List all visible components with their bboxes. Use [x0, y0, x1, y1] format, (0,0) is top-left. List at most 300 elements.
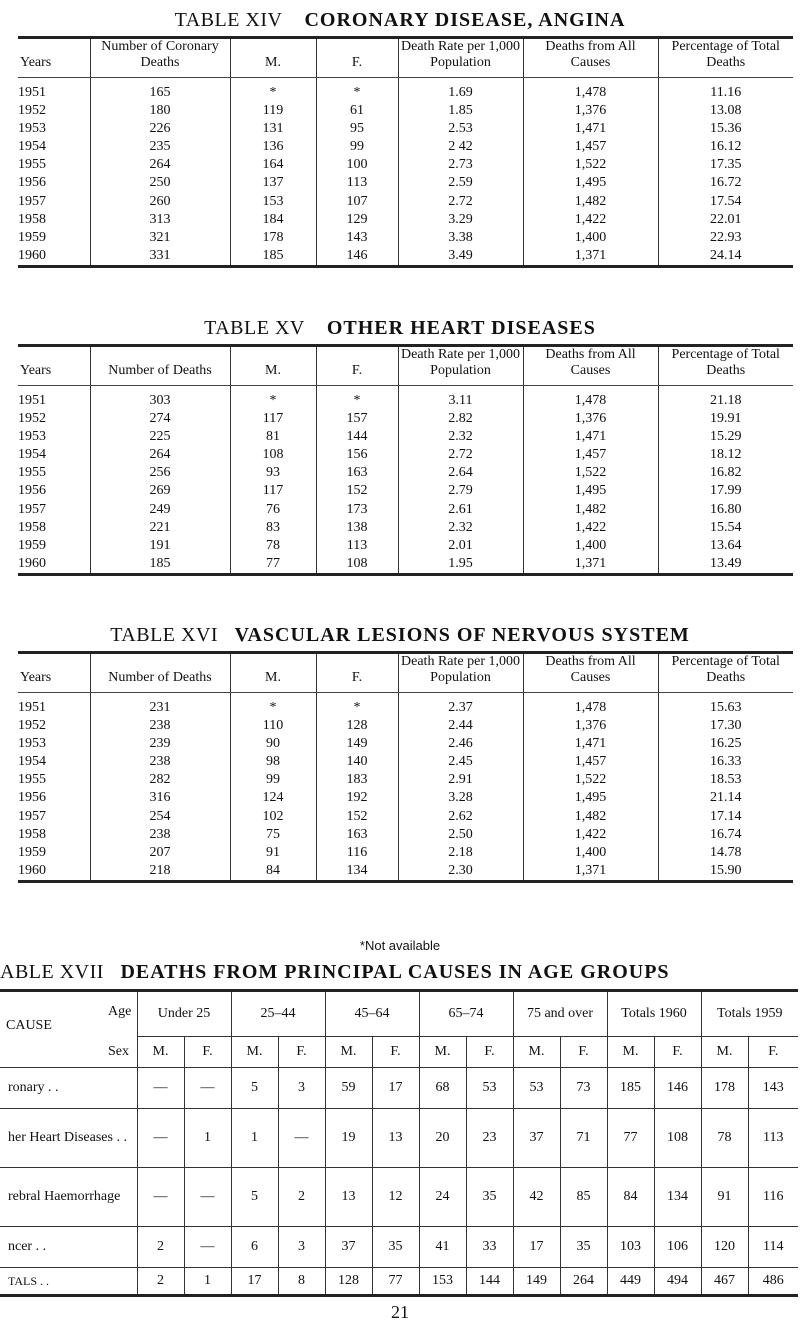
- value-cell: 134: [316, 862, 398, 882]
- value-cell: 61: [316, 102, 398, 120]
- page-number: 21: [391, 1302, 409, 1322]
- value-cell: 2.30: [398, 862, 523, 882]
- value-cell: 134: [654, 1168, 701, 1227]
- value-cell: 131: [230, 120, 316, 138]
- value-cell: 22.01: [658, 211, 793, 229]
- value-cell: 1,400: [523, 537, 658, 555]
- value-cell: 16.82: [658, 464, 793, 482]
- value-cell: 98: [230, 753, 316, 771]
- value-cell: 250: [90, 174, 230, 192]
- table-row: [18, 102, 793, 120]
- value-cell: 13.49: [658, 555, 793, 575]
- year-cell: 1956: [18, 790, 46, 806]
- value-cell: 313: [90, 211, 230, 229]
- value-cell: 1,482: [523, 193, 658, 211]
- value-cell: 17: [372, 1068, 419, 1109]
- value-cell: 303: [90, 386, 230, 411]
- value-cell: 3.11: [398, 386, 523, 411]
- age-label: Age: [108, 1003, 132, 1019]
- value-cell: 117: [230, 410, 316, 428]
- value-cell: 85: [560, 1168, 607, 1227]
- year-cell: 1959: [18, 844, 46, 860]
- value-cell: 185: [230, 247, 316, 267]
- value-cell: 53: [466, 1068, 513, 1109]
- value-cell: 2.18: [398, 844, 523, 862]
- value-cell: 99: [230, 771, 316, 789]
- value-cell: 42: [513, 1168, 560, 1227]
- value-cell: 15.54: [658, 519, 793, 537]
- value-cell: 1,371: [523, 555, 658, 575]
- year-cell: 1958: [18, 519, 46, 535]
- value-cell: 107: [316, 193, 398, 211]
- value-cell: 2.72: [398, 193, 523, 211]
- value-cell: 76: [230, 501, 316, 519]
- value-cell: 77: [372, 1268, 419, 1296]
- value-cell: 22.93: [658, 229, 793, 247]
- value-cell: 113: [316, 537, 398, 555]
- table-row: [18, 193, 793, 211]
- value-cell: 116: [748, 1168, 798, 1227]
- value-cell: 128: [316, 717, 398, 735]
- table-row: [18, 753, 793, 771]
- value-cell: 1,376: [523, 717, 658, 735]
- column-header: Percentage of Total Deaths: [658, 653, 793, 693]
- value-cell: 146: [316, 247, 398, 267]
- sex-header: M.: [325, 1037, 372, 1068]
- value-cell: *: [316, 386, 398, 411]
- value-cell: *: [316, 693, 398, 718]
- table-xiv-section: [0, 8, 800, 32]
- age-group-header: Totals 1959: [701, 991, 798, 1037]
- value-cell: 15.90: [658, 862, 793, 882]
- value-cell: 1: [231, 1109, 278, 1168]
- value-cell: 17: [231, 1268, 278, 1296]
- year-cell: 1953: [18, 121, 46, 137]
- value-cell: *: [230, 78, 316, 103]
- value-cell: 3.29: [398, 211, 523, 229]
- column-header: Deaths from All Causes: [523, 346, 658, 386]
- value-cell: 100: [316, 156, 398, 174]
- cause-cell: rebral Haemorrhage: [0, 1168, 137, 1227]
- column-header: Death Rate per 1,000 Population: [398, 653, 523, 693]
- column-header: Deaths from All Causes: [523, 653, 658, 693]
- value-cell: 84: [607, 1168, 654, 1227]
- value-cell: 16.25: [658, 735, 793, 753]
- year-cell: 1960: [18, 247, 90, 267]
- year-cell: 1959: [18, 537, 46, 553]
- value-cell: 138: [316, 519, 398, 537]
- value-cell: 321: [90, 229, 230, 247]
- table-row: [18, 410, 793, 428]
- value-cell: 173: [316, 501, 398, 519]
- table-xv: [18, 344, 793, 576]
- column-header: Death Rate per 1,000 Population: [398, 38, 523, 78]
- table-row: [18, 789, 793, 807]
- year-cell: 1960: [18, 555, 90, 575]
- value-cell: 5: [231, 1168, 278, 1227]
- value-cell: 178: [230, 229, 316, 247]
- value-cell: 146: [654, 1068, 701, 1109]
- table-row: [18, 537, 793, 555]
- table-row: [18, 386, 793, 411]
- value-cell: 14.78: [658, 844, 793, 862]
- value-cell: 140: [316, 753, 398, 771]
- cause-cell: ronary . .: [0, 1068, 137, 1109]
- value-cell: *: [230, 693, 316, 718]
- value-cell: 163: [316, 826, 398, 844]
- value-cell: 2.37: [398, 693, 523, 718]
- table-xvii-section: [0, 960, 800, 984]
- year-cell: 1957: [18, 501, 46, 517]
- value-cell: —: [278, 1109, 325, 1168]
- value-cell: 264: [560, 1268, 607, 1296]
- table-header-row: [18, 346, 793, 386]
- value-cell: 17.54: [658, 193, 793, 211]
- column-header: Years: [18, 346, 90, 386]
- value-cell: 1,478: [523, 78, 658, 103]
- value-cell: 113: [316, 174, 398, 192]
- age-group-header: 45–64: [325, 991, 419, 1037]
- year-cell: 1955: [18, 157, 46, 173]
- value-cell: 102: [230, 808, 316, 826]
- value-cell: 1: [184, 1109, 231, 1168]
- table-row: [18, 156, 793, 174]
- value-cell: 178: [701, 1068, 748, 1109]
- value-cell: 143: [316, 229, 398, 247]
- sex-header: F.: [560, 1037, 607, 1068]
- value-cell: 18.53: [658, 771, 793, 789]
- value-cell: 1,400: [523, 844, 658, 862]
- value-cell: 95: [316, 120, 398, 138]
- value-cell: 2.61: [398, 501, 523, 519]
- value-cell: 129: [316, 211, 398, 229]
- value-cell: 13.08: [658, 102, 793, 120]
- year-cell: 1952: [18, 411, 46, 427]
- year-cell: 1953: [18, 429, 46, 445]
- table-row: [18, 446, 793, 464]
- value-cell: 23: [466, 1109, 513, 1168]
- value-cell: 12: [372, 1168, 419, 1227]
- value-cell: 3.49: [398, 247, 523, 267]
- value-cell: 136: [230, 138, 316, 156]
- value-cell: 91: [230, 844, 316, 862]
- column-header: Death Rate per 1,000 Population: [398, 346, 523, 386]
- cause-label: CAUSE: [6, 1017, 52, 1033]
- table-header-row: [18, 38, 793, 78]
- value-cell: 238: [90, 753, 230, 771]
- value-cell: 1,495: [523, 482, 658, 500]
- table-xiv-title: TABLE XIV CORONARY DISEASE, ANGINA: [174, 9, 626, 31]
- value-cell: 226: [90, 120, 230, 138]
- value-cell: 37: [325, 1227, 372, 1268]
- value-cell: 2.79: [398, 482, 523, 500]
- value-cell: 17.99: [658, 482, 793, 500]
- value-cell: 108: [654, 1109, 701, 1168]
- sex-header: F.: [278, 1037, 325, 1068]
- table-xvi-section: [0, 623, 800, 647]
- value-cell: 191: [90, 537, 230, 555]
- value-cell: 264: [90, 156, 230, 174]
- value-cell: 2.32: [398, 428, 523, 446]
- value-cell: 1,495: [523, 174, 658, 192]
- year-cell: 1955: [18, 465, 46, 481]
- cause-cell: ncer . .: [0, 1227, 137, 1268]
- column-header: F.: [316, 653, 398, 693]
- column-header: Percentage of Total Deaths: [658, 346, 793, 386]
- value-cell: 221: [90, 519, 230, 537]
- age-group-header: Totals 1960: [607, 991, 701, 1037]
- value-cell: 1,376: [523, 102, 658, 120]
- value-cell: 143: [748, 1068, 798, 1109]
- table-xv-section: [0, 316, 800, 340]
- value-cell: 3.28: [398, 789, 523, 807]
- year-cell: 1958: [18, 826, 46, 842]
- value-cell: 184: [230, 211, 316, 229]
- value-cell: 93: [230, 464, 316, 482]
- table-row: [18, 120, 793, 138]
- value-cell: 149: [513, 1268, 560, 1296]
- column-header: Years: [18, 653, 90, 693]
- value-cell: 59: [325, 1068, 372, 1109]
- value-cell: 2.32: [398, 519, 523, 537]
- table-row: [18, 808, 793, 826]
- value-cell: 1,422: [523, 826, 658, 844]
- value-cell: 1,522: [523, 156, 658, 174]
- sex-header: F.: [748, 1037, 798, 1068]
- value-cell: 110: [230, 717, 316, 735]
- year-cell: 1956: [18, 483, 46, 499]
- value-cell: 16.72: [658, 174, 793, 192]
- value-cell: 1,471: [523, 428, 658, 446]
- footnote: *Not available: [359, 938, 441, 953]
- value-cell: 13: [372, 1109, 419, 1168]
- value-cell: 183: [316, 771, 398, 789]
- age-group-header: 75 and over: [513, 991, 607, 1037]
- value-cell: 8: [278, 1268, 325, 1296]
- value-cell: 90: [230, 735, 316, 753]
- value-cell: 75: [230, 826, 316, 844]
- value-cell: 13: [325, 1168, 372, 1227]
- value-cell: 20: [419, 1109, 466, 1168]
- value-cell: 17.30: [658, 717, 793, 735]
- value-cell: 3: [278, 1068, 325, 1109]
- table-row: [18, 519, 793, 537]
- table-row: [18, 501, 793, 519]
- value-cell: 103: [607, 1227, 654, 1268]
- value-cell: 35: [560, 1227, 607, 1268]
- value-cell: 1,457: [523, 753, 658, 771]
- value-cell: 84: [230, 862, 316, 882]
- value-cell: 16.74: [658, 826, 793, 844]
- column-header: Years: [18, 38, 90, 78]
- value-cell: 494: [654, 1268, 701, 1296]
- value-cell: 19: [325, 1109, 372, 1168]
- value-cell: 16.12: [658, 138, 793, 156]
- value-cell: 71: [560, 1109, 607, 1168]
- table-row: [18, 735, 793, 753]
- sex-header: M.: [231, 1037, 278, 1068]
- table-header-row: [18, 653, 793, 693]
- value-cell: 16.33: [658, 753, 793, 771]
- value-cell: 152: [316, 808, 398, 826]
- value-cell: 2: [137, 1268, 184, 1296]
- value-cell: 153: [230, 193, 316, 211]
- value-cell: 218: [90, 862, 230, 882]
- value-cell: 249: [90, 501, 230, 519]
- value-cell: 17.35: [658, 156, 793, 174]
- value-cell: 128: [325, 1268, 372, 1296]
- value-cell: 1,457: [523, 446, 658, 464]
- value-cell: 18.12: [658, 446, 793, 464]
- value-cell: 144: [466, 1268, 513, 1296]
- value-cell: 15.36: [658, 120, 793, 138]
- value-cell: 144: [316, 428, 398, 446]
- value-cell: 2.01: [398, 537, 523, 555]
- table-row: [18, 826, 793, 844]
- value-cell: —: [137, 1068, 184, 1109]
- value-cell: 21.18: [658, 386, 793, 411]
- table-xvii: [0, 989, 798, 1297]
- value-cell: 78: [230, 537, 316, 555]
- value-cell: 152: [316, 482, 398, 500]
- table-row: [18, 771, 793, 789]
- year-cell: 1959: [18, 229, 46, 245]
- value-cell: 282: [90, 771, 230, 789]
- value-cell: 114: [748, 1227, 798, 1268]
- value-cell: 77: [607, 1109, 654, 1168]
- table-row: [18, 78, 793, 103]
- value-cell: 1,457: [523, 138, 658, 156]
- value-cell: 1,522: [523, 464, 658, 482]
- value-cell: 1.85: [398, 102, 523, 120]
- value-cell: 2.82: [398, 410, 523, 428]
- value-cell: 192: [316, 789, 398, 807]
- column-header: Percentage of Total Deaths: [658, 38, 793, 78]
- value-cell: 1,471: [523, 735, 658, 753]
- year-cell: 1954: [18, 447, 46, 463]
- table-row: [0, 1268, 798, 1296]
- sex-header: M.: [137, 1037, 184, 1068]
- table-row: [18, 229, 793, 247]
- value-cell: 124: [230, 789, 316, 807]
- year-cell: 1955: [18, 772, 46, 788]
- value-cell: 2 42: [398, 138, 523, 156]
- sex-header: F.: [466, 1037, 513, 1068]
- value-cell: 180: [90, 102, 230, 120]
- value-cell: 1,522: [523, 771, 658, 789]
- column-header: M.: [230, 653, 316, 693]
- year-cell: 1951: [18, 393, 46, 408]
- value-cell: 24.14: [658, 247, 793, 267]
- year-cell: 1954: [18, 754, 46, 770]
- value-cell: 269: [90, 482, 230, 500]
- value-cell: 238: [90, 826, 230, 844]
- year-cell: 1957: [18, 193, 46, 209]
- column-header: M.: [230, 38, 316, 78]
- value-cell: —: [184, 1227, 231, 1268]
- value-cell: 117: [230, 482, 316, 500]
- value-cell: 2: [137, 1227, 184, 1268]
- value-cell: 15.63: [658, 693, 793, 718]
- value-cell: 449: [607, 1268, 654, 1296]
- value-cell: 1,482: [523, 501, 658, 519]
- value-cell: 231: [90, 693, 230, 718]
- value-cell: 1: [184, 1268, 231, 1296]
- value-cell: 33: [466, 1227, 513, 1268]
- column-header: M.: [230, 346, 316, 386]
- table-row: [0, 1168, 798, 1227]
- cause-cell: TALS . .: [0, 1268, 137, 1296]
- table-row: [18, 174, 793, 192]
- year-cell: 1956: [18, 175, 46, 191]
- value-cell: 2.73: [398, 156, 523, 174]
- value-cell: 2.50: [398, 826, 523, 844]
- year-cell: 1953: [18, 736, 46, 752]
- year-cell: 1952: [18, 718, 46, 734]
- table-row: [0, 1109, 798, 1168]
- value-cell: 256: [90, 464, 230, 482]
- value-cell: 120: [701, 1227, 748, 1268]
- value-cell: 1,371: [523, 862, 658, 882]
- value-cell: 149: [316, 735, 398, 753]
- year-cell: 1960: [18, 862, 90, 882]
- sex-header: F.: [184, 1037, 231, 1068]
- value-cell: 1,482: [523, 808, 658, 826]
- table-row: [18, 844, 793, 862]
- value-cell: —: [137, 1168, 184, 1227]
- value-cell: 19.91: [658, 410, 793, 428]
- value-cell: 156: [316, 446, 398, 464]
- value-cell: 83: [230, 519, 316, 537]
- value-cell: 316: [90, 789, 230, 807]
- value-cell: 35: [466, 1168, 513, 1227]
- value-cell: 239: [90, 735, 230, 753]
- value-cell: 157: [316, 410, 398, 428]
- column-header: F.: [316, 38, 398, 78]
- value-cell: 2.72: [398, 446, 523, 464]
- table-row: [0, 1068, 798, 1109]
- value-cell: 137: [230, 174, 316, 192]
- value-cell: 35: [372, 1227, 419, 1268]
- value-cell: 106: [654, 1227, 701, 1268]
- value-cell: 165: [90, 78, 230, 103]
- table-row: [18, 693, 793, 718]
- value-cell: 1,371: [523, 247, 658, 267]
- year-cell: 1954: [18, 139, 46, 155]
- value-cell: 1.69: [398, 78, 523, 103]
- value-cell: 225: [90, 428, 230, 446]
- value-cell: 78: [701, 1109, 748, 1168]
- table-row: [18, 138, 793, 156]
- value-cell: 91: [701, 1168, 748, 1227]
- value-cell: 264: [90, 446, 230, 464]
- value-cell: 2.64: [398, 464, 523, 482]
- value-cell: 3.38: [398, 229, 523, 247]
- sex-header: F.: [654, 1037, 701, 1068]
- value-cell: —: [184, 1068, 231, 1109]
- age-group-header: 65–74: [419, 991, 513, 1037]
- age-group-header: 25–44: [231, 991, 325, 1037]
- value-cell: 77: [230, 555, 316, 575]
- value-cell: —: [184, 1168, 231, 1227]
- value-cell: 1,400: [523, 229, 658, 247]
- sex-label: Sex: [108, 1043, 129, 1059]
- column-header: Number of Coronary Deaths: [90, 38, 230, 78]
- table-row: [18, 862, 793, 882]
- value-cell: 16.80: [658, 501, 793, 519]
- sex-header: M.: [607, 1037, 654, 1068]
- value-cell: 17.14: [658, 808, 793, 826]
